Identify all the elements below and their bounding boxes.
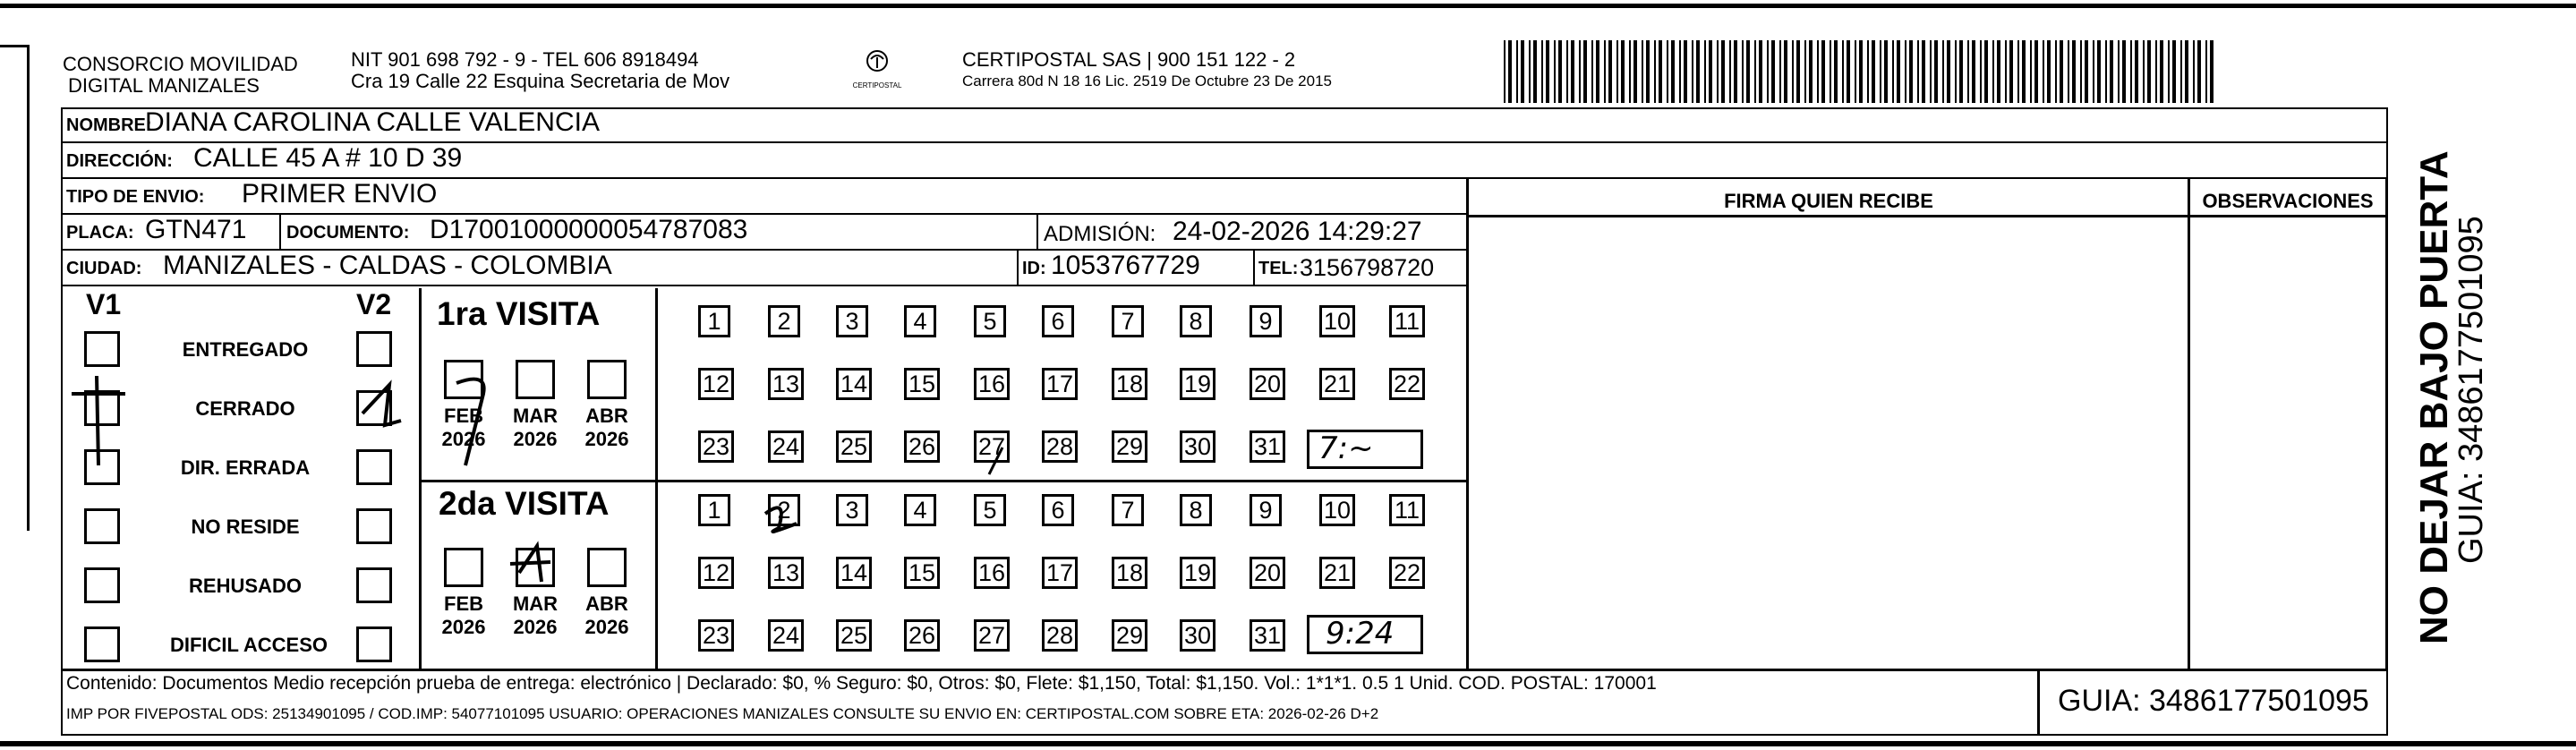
ciudad-value: MANIZALES - CALDAS - COLOMBIA: [163, 251, 612, 280]
day-box[interactable]: 23: [698, 430, 734, 463]
month-label: MAR: [512, 592, 559, 615]
day-box[interactable]: 1: [698, 494, 730, 526]
admision-value: 24-02-2026 14:29:27: [1173, 217, 1422, 246]
tel-label: TEL:: [1258, 259, 1299, 278]
status-label: ENTREGADO: [182, 338, 309, 361]
first-visit-time: 7:~: [1318, 430, 1374, 466]
company-line1: CONSORCIO MOVILIDAD: [63, 53, 298, 75]
day-box[interactable]: 11: [1389, 305, 1425, 337]
day-box[interactable]: 9: [1250, 494, 1282, 526]
day-box[interactable]: 4: [904, 494, 936, 526]
month-year: 2026: [513, 428, 558, 450]
day-box[interactable]: 6: [1042, 305, 1074, 337]
day-box[interactable]: 8: [1180, 305, 1212, 337]
day-box[interactable]: 21: [1319, 557, 1355, 589]
day-box[interactable]: 17: [1042, 557, 1078, 589]
carrier-name: CERTIPOSTAL SAS | 900 151 122 - 2: [962, 48, 1296, 71]
day-box[interactable]: 20: [1250, 557, 1285, 589]
day-box[interactable]: 3: [836, 305, 868, 337]
status-label: DIFICIL ACCESO: [169, 634, 328, 656]
day-box[interactable]: 15: [904, 557, 940, 589]
day-box[interactable]: 31: [1250, 619, 1285, 652]
day-box[interactable]: 5: [974, 305, 1006, 337]
nombre-value: DIANA CAROLINA CALLE VALENCIA: [145, 107, 600, 137]
month-label: ABR: [585, 405, 628, 427]
footer-guia-box: [2037, 671, 2388, 736]
day-box[interactable]: 25: [836, 619, 872, 652]
month-year: 2026: [441, 616, 486, 638]
address-text: Cra 19 Calle 22 Esquina Secretaria de Mov: [351, 70, 730, 92]
day-box[interactable]: 14: [836, 368, 872, 400]
day-box[interactable]: 5: [974, 494, 1006, 526]
day-box[interactable]: 18: [1112, 368, 1147, 400]
day-box[interactable]: 17: [1042, 368, 1078, 400]
day-box[interactable]: 13: [768, 557, 804, 589]
month-year: 2026: [513, 616, 558, 638]
month-label: MAR: [512, 405, 559, 427]
second-visit-title: 2da VISITA: [439, 485, 610, 522]
day-box[interactable]: 2: [768, 305, 800, 337]
id-value: 1053767729: [1051, 251, 1200, 280]
status-label: REHUSADO: [189, 575, 302, 597]
nombre-label: NOMBRE:: [66, 115, 152, 135]
day-box[interactable]: 19: [1180, 557, 1215, 589]
month-label: FEB: [444, 592, 483, 615]
id-label: ID:: [1022, 259, 1046, 278]
documento-value: D17001000000054787083: [430, 215, 748, 244]
ciudad-label: CIUDAD:: [66, 259, 142, 278]
tipo-label: TIPO DE ENVIO:: [66, 187, 205, 207]
status-label: NO RESIDE: [191, 516, 300, 538]
day-box[interactable]: 24: [768, 430, 804, 463]
logo-text: CERTIPOSTAL: [852, 81, 902, 89]
month-year: 2026: [584, 428, 629, 450]
day-box[interactable]: 24: [768, 619, 804, 652]
day-box[interactable]: 28: [1042, 430, 1078, 463]
month-year: 2026: [584, 616, 629, 638]
first-visit-title: 1ra VISITA: [437, 295, 601, 332]
day-box[interactable]: 10: [1319, 494, 1355, 526]
status-label: DIR. ERRADA: [180, 456, 311, 479]
documento-label: DOCUMENTO:: [286, 223, 410, 243]
tipo-value: PRIMER ENVIO: [242, 179, 438, 209]
side-warning: NO DEJAR BAJO PUERTA: [2412, 150, 2456, 644]
status-label: CERRADO: [195, 397, 295, 420]
admision-label: ADMISIÓN:: [1044, 222, 1156, 246]
day-box[interactable]: 18: [1112, 557, 1147, 589]
footer-guia: GUIA: 3486177501095: [2058, 684, 2369, 718]
day-box[interactable]: 15: [904, 368, 940, 400]
day-box[interactable]: 11: [1389, 494, 1425, 526]
day-box[interactable]: 28: [1042, 619, 1078, 652]
day-box[interactable]: 22: [1389, 368, 1425, 400]
day-box[interactable]: 13: [768, 368, 804, 400]
day-box[interactable]: 29: [1112, 430, 1147, 463]
day-box[interactable]: 27: [974, 619, 1010, 652]
day-box[interactable]: 9: [1250, 305, 1282, 337]
day-box[interactable]: 21: [1319, 368, 1355, 400]
month-label: ABR: [585, 592, 628, 615]
day-box[interactable]: 2: [768, 494, 800, 526]
day-box[interactable]: 12: [698, 557, 734, 589]
day-box[interactable]: 31: [1250, 430, 1285, 463]
second-visit-time: 9:24: [1326, 616, 1395, 652]
day-box[interactable]: 8: [1180, 494, 1212, 526]
direccion-label: DIRECCIÓN:: [66, 151, 173, 171]
day-box[interactable]: 26: [904, 619, 940, 652]
day-box[interactable]: 7: [1112, 305, 1144, 337]
month-label: FEB: [444, 405, 483, 427]
day-box[interactable]: 30: [1180, 619, 1215, 652]
side-guia: GUIA: 3486177501095: [2452, 216, 2490, 564]
day-box[interactable]: 27: [974, 430, 1010, 463]
day-box[interactable]: 25: [836, 430, 872, 463]
day-box[interactable]: 16: [974, 368, 1010, 400]
first-visit-time-box: [1307, 430, 1423, 469]
day-box[interactable]: 14: [836, 557, 872, 589]
day-box[interactable]: 29: [1112, 619, 1147, 652]
second-visit-time-box: [1307, 615, 1423, 654]
day-box[interactable]: 1: [698, 305, 730, 337]
placa-value: GTN471: [145, 215, 247, 244]
day-box[interactable]: 20: [1250, 368, 1285, 400]
day-box[interactable]: 12: [698, 368, 734, 400]
placa-label: PLACA:: [66, 223, 134, 243]
day-box[interactable]: 30: [1180, 430, 1215, 463]
day-box[interactable]: 26: [904, 430, 940, 463]
day-box[interactable]: 10: [1319, 305, 1355, 337]
firma-label: FIRMA QUIEN RECIBE: [1724, 190, 1933, 212]
company-line2: DIGITAL MANIZALES: [68, 74, 260, 97]
day-box[interactable]: 6: [1042, 494, 1074, 526]
day-box[interactable]: 3: [836, 494, 868, 526]
footer-imp: IMP POR FIVEPOSTAL ODS: 25134901095 / COD.IMP: 54077101095 USUARIO: OPERACIONES MANIZALES CONSULTE SU ENVIO EN: CERTIPOSTAL.COM SOBRE ETA: 2026-02-26 D+2: [66, 705, 1379, 722]
day-box[interactable]: 23: [698, 619, 734, 652]
day-box[interactable]: 16: [974, 557, 1010, 589]
direccion-value: CALLE 45 A # 10 D 39: [193, 143, 463, 173]
day-box[interactable]: 4: [904, 305, 936, 337]
month-year: 2026: [441, 428, 486, 450]
observaciones-label: OBSERVACIONES: [2202, 190, 2374, 212]
v1-label: V1: [86, 288, 122, 320]
day-box[interactable]: 19: [1180, 368, 1215, 400]
v2-label: V2: [356, 288, 392, 320]
footer-contenido: Contenido: Documentos Medio recepción prueba de entrega: electrónico | Declarado: $0, % Seguro: $0, Otros: $0, Flete: $1,150, Total: $1,150. Vol.: 1*1*1. 0.5 1 Unid. COD. POSTAL: 170001: [66, 673, 1657, 694]
day-box[interactable]: 22: [1389, 557, 1425, 589]
tel-value: 3156798720: [1300, 254, 1435, 281]
day-box[interactable]: 7: [1112, 494, 1144, 526]
nit-text: NIT 901 698 792 - 9 - TEL 606 8918494: [351, 48, 699, 71]
carrier-address: Carrera 80d N 18 16 Lic. 2519 De Octubre 23 De 2015: [962, 72, 1332, 89]
